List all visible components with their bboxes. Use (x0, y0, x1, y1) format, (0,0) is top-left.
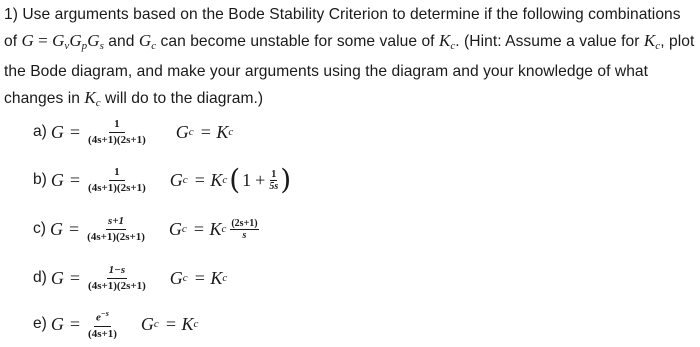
transfer-fn-lhs: G (50, 267, 64, 288)
controller-expression (176, 122, 233, 143)
math-Gv-sub: v (64, 40, 70, 52)
part-b (33, 160, 293, 200)
denominator: (4s+1)(2s+1) (88, 279, 146, 292)
controller-lhs-sub: c (153, 318, 159, 330)
math-equals: = (33, 31, 53, 50)
problem-text-c: can become unstable for some value of (160, 33, 435, 50)
transfer-fn-fraction (87, 215, 145, 244)
numerator: s+1 (106, 215, 126, 230)
controller-rhs: = K (193, 267, 223, 288)
math-Gp: G (69, 31, 82, 50)
part-a (33, 112, 233, 152)
part-label: c) (33, 220, 46, 237)
controller-rhs: = K (164, 313, 194, 334)
controller-lhs: G (169, 169, 183, 190)
transfer-fn-fraction (88, 166, 146, 195)
controller-rhs-sub: c (228, 126, 234, 138)
controller-rhs-sub: c (222, 272, 228, 284)
math-Kc-sub-3: c (95, 97, 101, 109)
numerator: e (96, 311, 101, 324)
numerator: 1 (109, 118, 125, 133)
numerator: 1 (109, 166, 125, 181)
math-Kc-3: K (84, 88, 96, 107)
numerator-wrap (94, 307, 111, 327)
denominator: (4s+1)(2s+1) (88, 133, 146, 146)
controller-rhs: = K (199, 121, 229, 142)
transfer-fn-lhs: G (50, 169, 64, 190)
problem-text-e: , plot the Bode diagram, and make your arguments using the diagram and your knowledge of what changes in (4, 33, 695, 107)
problem-text-b: and (108, 33, 135, 50)
math-Gc-sub: c (151, 40, 157, 52)
controller-expression (169, 163, 293, 196)
problem-text-a: 1) Use arguments based on the Bode Stability Criterion to determine if the following combinations of (4, 6, 681, 50)
controller-lhs: G (168, 218, 182, 239)
constant-one: 1 (242, 169, 252, 190)
controller-lhs-sub: c (188, 126, 194, 138)
controller-rhs: = K (192, 218, 222, 239)
controller-numerator: (2s+1) (231, 217, 258, 229)
open-paren: ( (229, 163, 241, 196)
controller-lhs: G (140, 313, 154, 334)
plus-sign: + (255, 169, 266, 190)
controller-rhs-sub: c (193, 318, 199, 330)
part-e (33, 304, 198, 344)
controller-expression (169, 218, 259, 241)
controller-lhs-sub: c (182, 272, 188, 284)
controller-rhs: = K (193, 169, 223, 190)
transfer-fn-fraction (88, 118, 146, 147)
controller-expression (141, 314, 198, 335)
part-label: e) (33, 315, 47, 332)
transfer-fn-lhs: G (50, 121, 64, 142)
integral-fraction (269, 169, 278, 192)
transfer-fn-lhs: G (50, 313, 64, 334)
part-label: a) (33, 123, 47, 140)
controller-lhs: G (169, 267, 183, 288)
math-Kc-sub: c (450, 40, 456, 52)
math-Kc-sub-2: c (655, 40, 661, 52)
controller-fraction (230, 218, 258, 241)
math-Gs: G (87, 31, 100, 50)
math-Gs-sub: s (99, 40, 104, 52)
equals-sign: = (69, 121, 81, 142)
equals-sign: = (69, 218, 80, 239)
transfer-fn-lhs: G (50, 218, 63, 239)
denominator: (4s+1)(2s+1) (87, 230, 145, 243)
integral-numerator: 1 (271, 168, 277, 180)
problem-text-d: . (Hint: Assume a value for (455, 33, 640, 50)
controller-lhs-sub: c (182, 174, 188, 186)
controller-expression (170, 268, 227, 289)
part-label: b) (33, 171, 47, 188)
denominator: (4s+1)(2s+1) (88, 181, 146, 194)
math-Kc-2: K (643, 31, 656, 50)
math-Gc: G (138, 31, 152, 50)
problem-statement (4, 2, 698, 116)
numerator: 1−s (107, 264, 127, 279)
problem-text-f: will do to the diagram.) (105, 90, 264, 107)
equals-sign: = (69, 313, 81, 334)
integral-denominator: 5s (269, 180, 279, 192)
controller-lhs: G (175, 121, 189, 142)
part-d (33, 258, 227, 298)
part-label: d) (33, 269, 47, 286)
denominator: (4s+1) (88, 327, 117, 340)
close-paren: ) (280, 163, 292, 196)
math-G: G (21, 31, 34, 50)
numerator-exponent: −s (100, 309, 109, 319)
transfer-fn-fraction (88, 307, 117, 341)
math-Kc: K (438, 31, 451, 50)
math-Gp-sub: p (81, 40, 88, 52)
math-Gv: G (52, 31, 65, 50)
controller-lhs-sub: c (181, 223, 187, 235)
part-c (33, 209, 259, 249)
transfer-fn-fraction (88, 264, 146, 293)
equals-sign: = (69, 169, 81, 190)
equals-sign: = (69, 267, 81, 288)
controller-denominator: s (242, 229, 247, 241)
controller-rhs-sub: c (221, 223, 227, 235)
controller-rhs-sub: c (222, 174, 228, 186)
